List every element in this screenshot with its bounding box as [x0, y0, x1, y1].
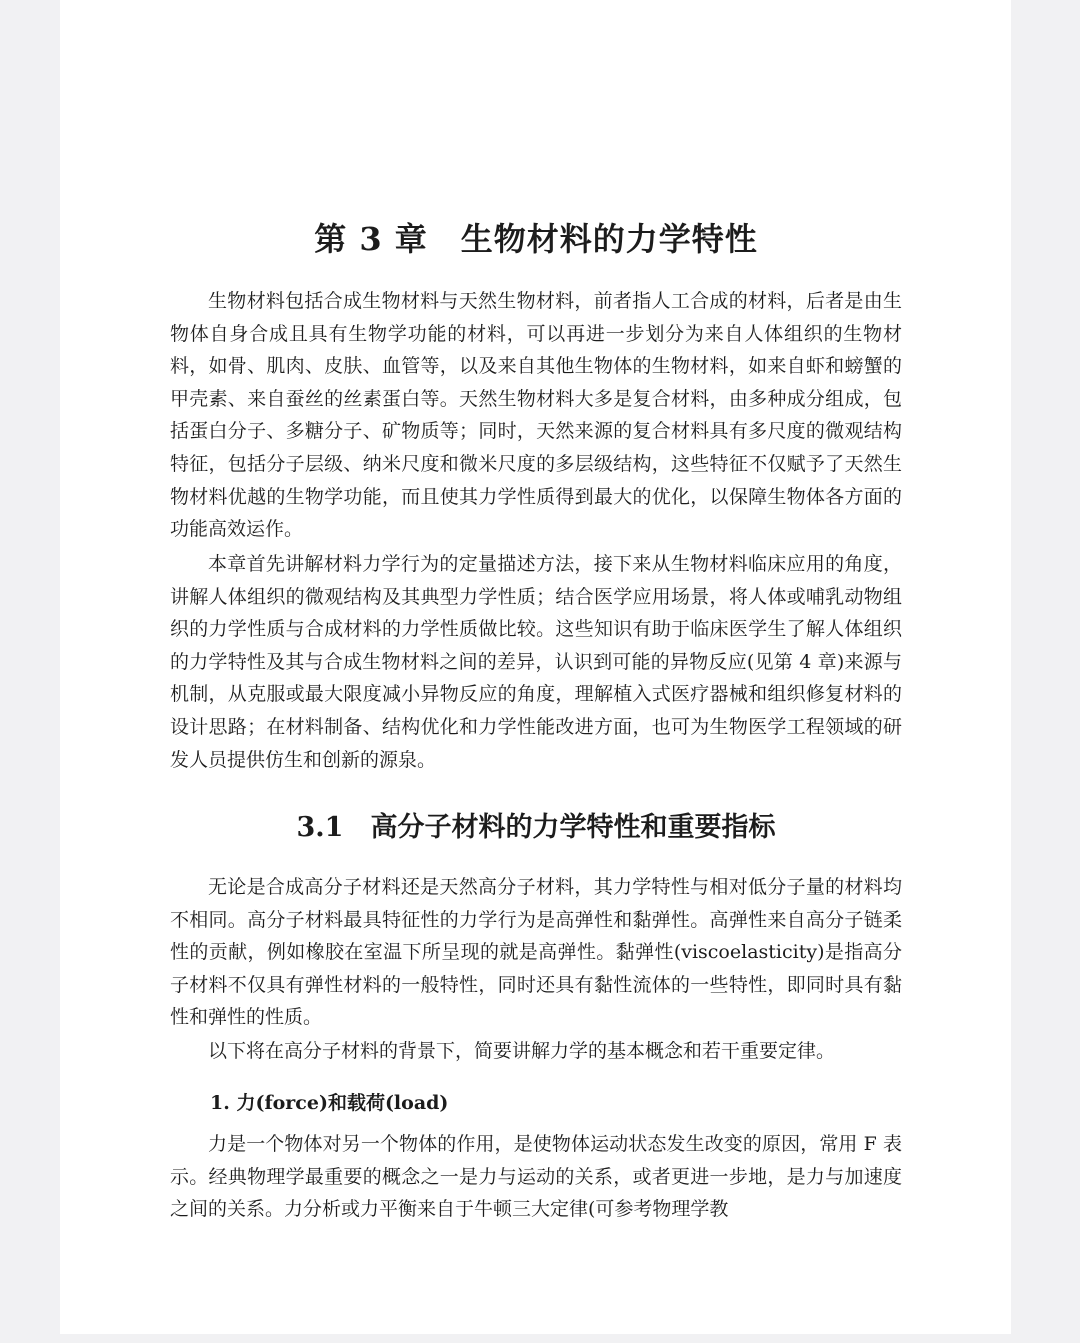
- section-paragraph-1: 无论是合成高分子材料还是天然高分子材料，其力学特性与相对低分子量的材料均不相同。高分子材料最具特征性的力学行为是高弹性和黏弹性。高弹性来自高分子链柔性的贡献，例如橡胶在室温下所呈现的就是高弹性。黏弹性(viscoelasticity)是指高分子材料不仅具有弹性材料的一般特性，同时还具有黏性流体的一些特性，即同时具有黏性和弹性的性质。: [170, 876, 902, 1029]
- subheading-force-load: 1. 力(force)和载荷(load): [210, 1092, 449, 1114]
- document-page: [60, 0, 1011, 1334]
- section-title: 3.1 高分子材料的力学特性和重要指标: [296, 812, 776, 843]
- section-paragraph-2: 以下将在高分子材料的背景下，简要讲解力学的基本概念和若干重要定律。: [208, 1040, 836, 1062]
- intro-paragraph-1: 生物材料包括合成生物材料与天然生物材料，前者指人工合成的材料，后者是由生物体自身合成且具有生物学功能的材料，可以再进一步划分为来自人体组织的生物材料，如骨、肌肉、皮肤、血管等，以及来自其他生物体的生物材料，如来自虾和螃蟹的甲壳素、来自蚕丝的丝素蛋白等。天然生物材料大多是复合材料，由多种成分组成，包括蛋白分子、多糖分子、矿物质等；同时，天然来源的复合材料具有多尺度的微观结构特征，包括分子层级、纳米尺度和微米尺度的多层级结构，这些特征不仅赋予了天然生物材料优越的生物学功能，而且使其力学性质得到最大的优化，以保障生物体各方面的功能高效运作。: [170, 290, 902, 541]
- chapter-title: 第 3 章 生物材料的力学特性: [314, 220, 758, 258]
- section-paragraph-3: 力是一个物体对另一个物体的作用，是使物体运动状态发生改变的原因，常用 F 表示。经典物理学最重要的概念之一是力与运动的关系，或者更进一步地，是力与加速度之间的关系。力分析或力平衡来自于牛顿三大定律(可参考物理学教: [170, 1133, 902, 1221]
- intro-paragraph-2: 本章首先讲解材料力学行为的定量描述方法，接下来从生物材料临床应用的角度，讲解人体组织的微观结构及其典型力学性质；结合医学应用场景，将人体或哺乳动物组织的力学性质与合成材料的力学性质做比较。这些知识有助于临床医学生了解人体组织的力学特性及其与合成生物材料之间的差异，认识到可能的异物反应(见第 4 章)来源与机制，从克服或最大限度减小异物反应的角度，理解植入式医疗器械和组织修复材料的设计思路；在材料制备、结构优化和力学性能改进方面，也可为生物医学工程领域的研发人员提供仿生和创新的源泉。: [170, 553, 902, 771]
